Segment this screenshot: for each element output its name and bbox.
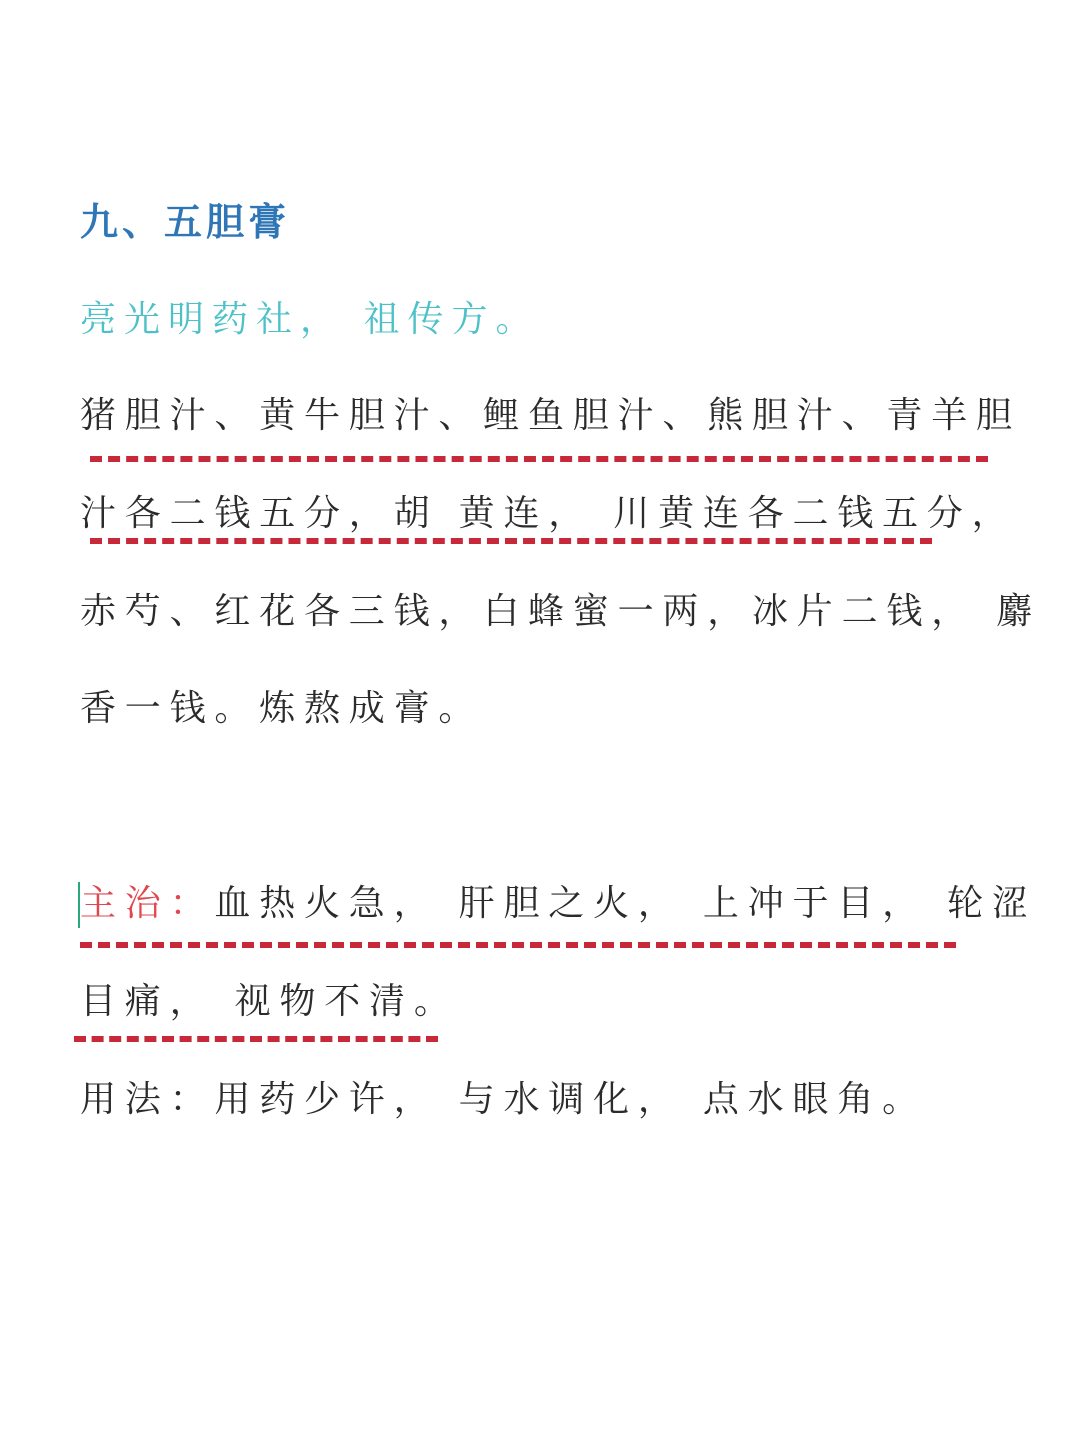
underline-dash-4 xyxy=(74,1036,438,1042)
indication-label: 主治： xyxy=(80,883,215,924)
indication-text: 血热火急， 肝胆之火， 上冲于目， 轮涩 xyxy=(214,883,1037,924)
underline-dash-3 xyxy=(80,942,956,948)
recipe-title: 九、五胆膏 xyxy=(80,200,291,244)
ingredients-line-3: 赤芍、红花各三钱，白蜂蜜一两，冰片二钱， 麝 xyxy=(80,591,1042,632)
indication-line-2: 目痛， 视物不清。 xyxy=(80,981,459,1022)
ingredients-line-4: 香一钱。炼熬成膏。 xyxy=(80,688,484,729)
indication-line-1 xyxy=(80,883,1037,924)
underline-dash-2 xyxy=(90,538,932,544)
recipe-source: 亮光明药社， 祖传方。 xyxy=(80,299,540,340)
usage-line: 用法：用药少许， 与水调化， 点水眼角。 xyxy=(80,1079,927,1120)
ingredients-line-1: 猪胆汁、黄牛胆汁、鲤鱼胆汁、熊胆汁、青羊胆 xyxy=(80,395,1021,436)
underline-dash-1 xyxy=(90,456,988,462)
ingredients-line-2: 汁各二钱五分，胡 黄连， 川黄连各二钱五分， xyxy=(80,493,1017,534)
